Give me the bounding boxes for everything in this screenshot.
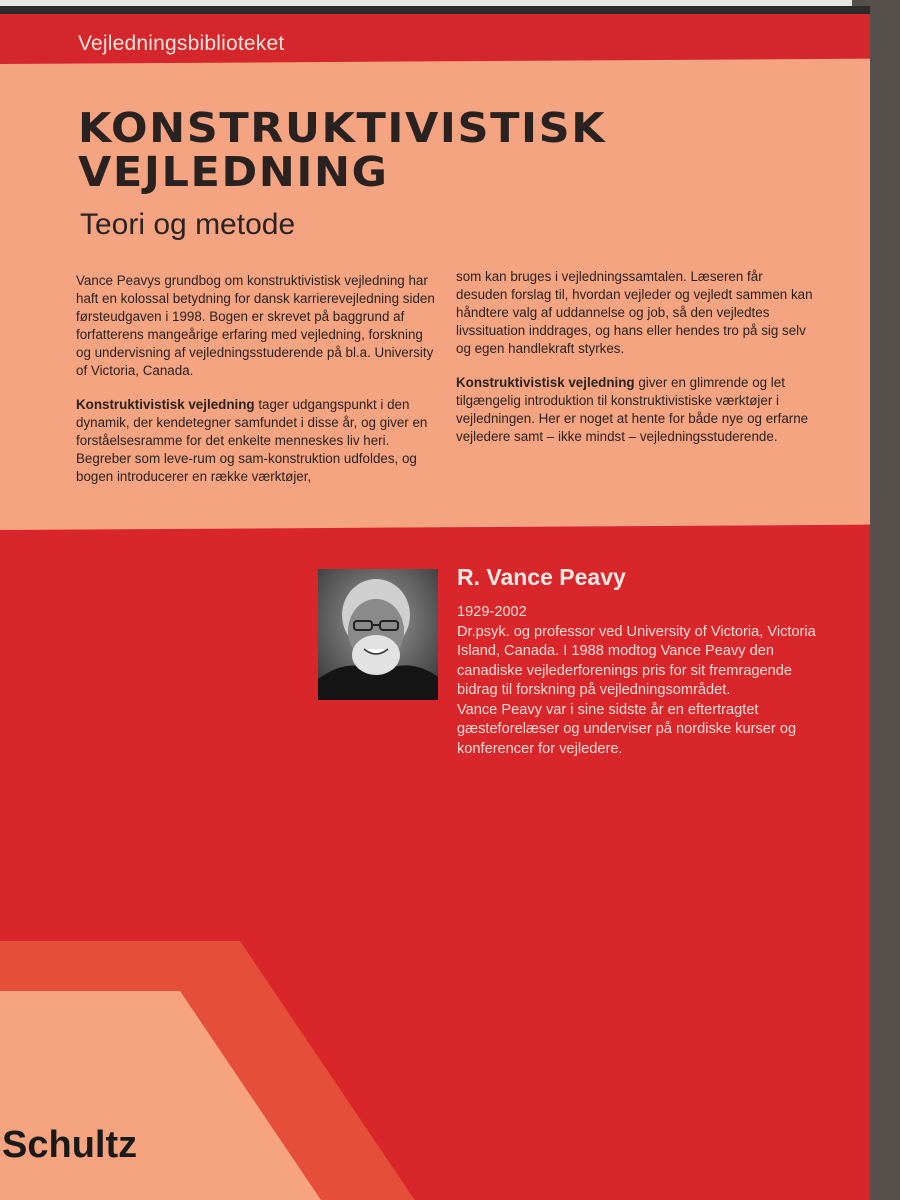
author-bio-line: bidrag til forskning på vejledningsområdet.	[457, 682, 731, 698]
blurb-right-column	[456, 268, 816, 462]
author-bio-line: Dr.psyk. og professor ved University of Victoria, Victoria	[457, 623, 816, 640]
blurb-text: tager udgangspunkt i den dynamik, der kendetegner samfundet i disse år, og giver en forståelsesramme for det enkelte menneskes liv heri. Begreber som leve-rum og sam-konstruktion udfoldes, og bogen introducerer en række værktøjer,	[76, 397, 428, 484]
blurb-left-column	[76, 272, 436, 502]
blurb-text: giver en glimrende og let tilgængelig introduktion til konstruktivistiske værktøjer i vejledningen. Her er noget at hente for både nye og erfarne vejledere samt – ikke mindst – vejledningsstuderende.	[456, 375, 809, 444]
author-bio-line: Vance Peavy var i sine sidste år en eftertragtet	[457, 701, 759, 718]
author-bio-line: konferencer for vejledere.	[457, 740, 623, 757]
book-title-line-1: KONSTRUKTIVISTISK	[78, 104, 607, 152]
cover-top-edge	[0, 6, 870, 14]
author-bio-line: canadiske vejlederforenings pris for sit fremragende	[457, 662, 793, 679]
series-title: Vejledningsbiblioteket	[78, 32, 285, 55]
author-name: R. Vance Peavy	[457, 564, 626, 590]
author-photo	[318, 569, 438, 700]
author-bio	[457, 603, 837, 759]
author-bio-line: 1929-2002	[457, 604, 527, 620]
publisher-logo: Schultz	[2, 1124, 138, 1166]
blurb-paragraph: Vance Peavys grundbog om konstruktivistisk vejledning har haft en kolossal betydning for dansk karrierevejledning siden førsteudgaven i 1998. Bogen er skrevet på baggrund af forfatterens mangeårige erfaring med vejledning, forskning og undervisning af vejledningsstuderende på bl.a. University of Victoria, Canada.	[76, 273, 435, 378]
author-bio-line: Island, Canada. I 1988 modtog Vance Peavy den	[457, 643, 774, 659]
author-bio-line: gæsteforelæser og underviser på nordiske kurser og	[457, 721, 797, 737]
blurb-paragraph	[76, 396, 436, 486]
book-title-line-2: VEJLEDNING	[78, 148, 389, 196]
blurb-bold-title: Konstruktivistisk vejledning	[456, 375, 635, 390]
book-back-cover	[0, 6, 870, 1200]
author-portrait-icon	[318, 569, 438, 700]
book-subtitle: Teori og metode	[80, 208, 296, 241]
blurb-paragraph: som kan bruges i vejledningssamtalen. Læseren får desuden forslag til, hvordan vejleder og vejledt sammen kan håndtere valg af uddannelse og job, så den vejledtes livssituation inddrages, og hans eller hendes tro på sig selv og egen handlekraft styrkes.	[456, 269, 813, 356]
book-title	[78, 106, 606, 194]
blurb-bold-title: Konstruktivistisk vejledning	[76, 397, 255, 412]
blurb-paragraph	[456, 374, 816, 446]
